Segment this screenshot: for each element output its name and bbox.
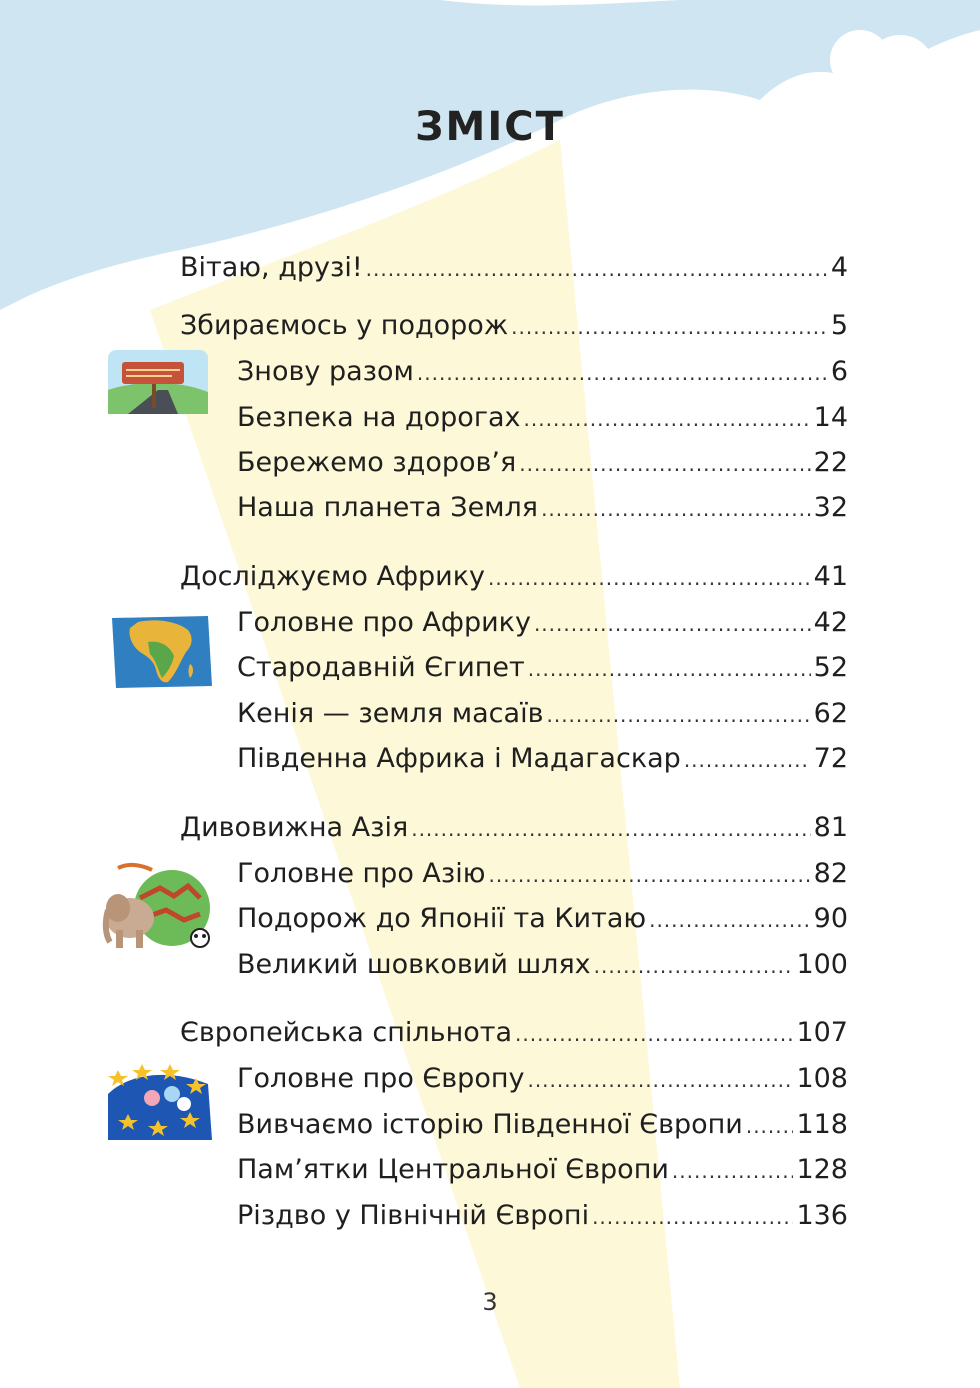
toc-label: Вивчаємо історію Південної Європи	[237, 1109, 743, 1140]
asia-elephant-illustration	[100, 858, 212, 954]
toc-label: Пам’ятки Центральної Європи	[237, 1154, 669, 1185]
toc-item[interactable]	[237, 448, 848, 478]
leader-dots	[528, 653, 811, 683]
toc-label: Різдво у Північній Європі	[237, 1200, 590, 1231]
toc-label: Вітаю, друзі!	[180, 252, 363, 283]
toc-label: Головне про Африку	[237, 607, 531, 638]
leader-dots	[519, 448, 810, 478]
toc-page-number: 128	[796, 1154, 848, 1185]
toc-item[interactable]	[237, 493, 848, 523]
toc-item[interactable]	[237, 744, 848, 774]
toc-label: Дивовижна Азія	[180, 812, 409, 843]
toc-page-number: 81	[813, 812, 848, 843]
toc-page-number: 62	[813, 698, 848, 729]
leader-dots	[672, 1155, 794, 1185]
africa-map-illustration	[108, 612, 214, 690]
leader-dots	[511, 311, 828, 341]
leader-dots	[684, 744, 811, 774]
toc-label: Стародавній Єгипет	[237, 652, 525, 683]
toc-page-number: 32	[813, 492, 848, 523]
leader-dots	[534, 608, 811, 638]
toc-label: Головне про Азію	[237, 858, 486, 889]
toc-page-number: 107	[796, 1017, 848, 1048]
toc-section-asia[interactable]	[180, 813, 848, 843]
toc-item[interactable]	[237, 950, 848, 980]
leader-dots	[411, 813, 810, 843]
toc-page-number: 118	[796, 1109, 848, 1140]
toc-label: Головне про Європу	[237, 1063, 525, 1094]
toc-item[interactable]	[237, 1201, 848, 1231]
leader-dots	[515, 1018, 793, 1048]
road-sign-illustration	[108, 350, 208, 414]
leader-dots	[546, 699, 810, 729]
toc-label: Знову разом	[237, 356, 414, 387]
toc-label: Досліджуємо Африку	[180, 561, 486, 592]
toc-item[interactable]	[237, 859, 848, 889]
toc-page-number: 72	[813, 743, 848, 774]
toc-page-number: 52	[813, 652, 848, 683]
toc-page-number: 6	[830, 356, 848, 387]
toc-label: Подорож до Японії та Китаю	[237, 903, 647, 934]
toc-item[interactable]	[237, 699, 848, 729]
toc-page-number: 82	[813, 858, 848, 889]
leader-dots	[524, 403, 811, 433]
leader-dots	[541, 493, 811, 523]
toc-section-journey[interactable]	[180, 311, 848, 341]
toc-item[interactable]	[237, 904, 848, 934]
leader-dots	[746, 1110, 794, 1140]
toc-section-africa[interactable]	[180, 562, 848, 592]
leader-dots	[592, 1201, 793, 1231]
toc-page-number: 14	[813, 402, 848, 433]
leader-dots	[527, 1064, 793, 1094]
toc-page-number: 41	[813, 561, 848, 592]
toc-page-number: 108	[796, 1063, 848, 1094]
toc-item[interactable]	[237, 357, 848, 387]
leader-dots	[594, 950, 794, 980]
page-number: 3	[482, 1288, 498, 1316]
toc-item[interactable]	[237, 1064, 848, 1094]
toc-page-number: 42	[813, 607, 848, 638]
toc-page-number: 5	[830, 310, 848, 341]
leader-dots	[488, 562, 811, 592]
toc-item[interactable]	[237, 1110, 848, 1140]
toc-section-europe[interactable]	[180, 1018, 848, 1048]
toc-page-number: 90	[813, 903, 848, 934]
toc-label: Великий шовковий шлях	[237, 949, 591, 980]
leader-dots	[488, 859, 810, 889]
toc-section-welcome[interactable]	[180, 253, 848, 283]
leader-dots	[417, 357, 828, 387]
toc-label: Південна Африка і Мадагаскар	[237, 743, 681, 774]
toc-page-number: 4	[830, 252, 848, 283]
toc-item[interactable]	[237, 608, 848, 638]
toc-label: Європейська спільнота	[180, 1017, 513, 1048]
toc-item[interactable]	[237, 403, 848, 433]
toc-label: Збираємось у подорож	[180, 310, 509, 341]
page-title: ЗМІСТ	[415, 104, 565, 150]
toc-page-number: 22	[813, 447, 848, 478]
toc-item[interactable]	[237, 1155, 848, 1185]
leader-dots	[649, 904, 811, 934]
toc-page-number: 100	[796, 949, 848, 980]
toc-label: Кенія — земля масаїв	[237, 698, 544, 729]
leader-dots	[366, 253, 828, 283]
toc-label: Наша планета Земля	[237, 492, 539, 523]
toc-label: Бережемо здоров’я	[237, 447, 517, 478]
toc-page-number: 136	[796, 1200, 848, 1231]
europe-stars-illustration	[108, 1064, 212, 1140]
toc-item[interactable]	[237, 653, 848, 683]
toc-label: Безпека на дорогах	[237, 402, 521, 433]
